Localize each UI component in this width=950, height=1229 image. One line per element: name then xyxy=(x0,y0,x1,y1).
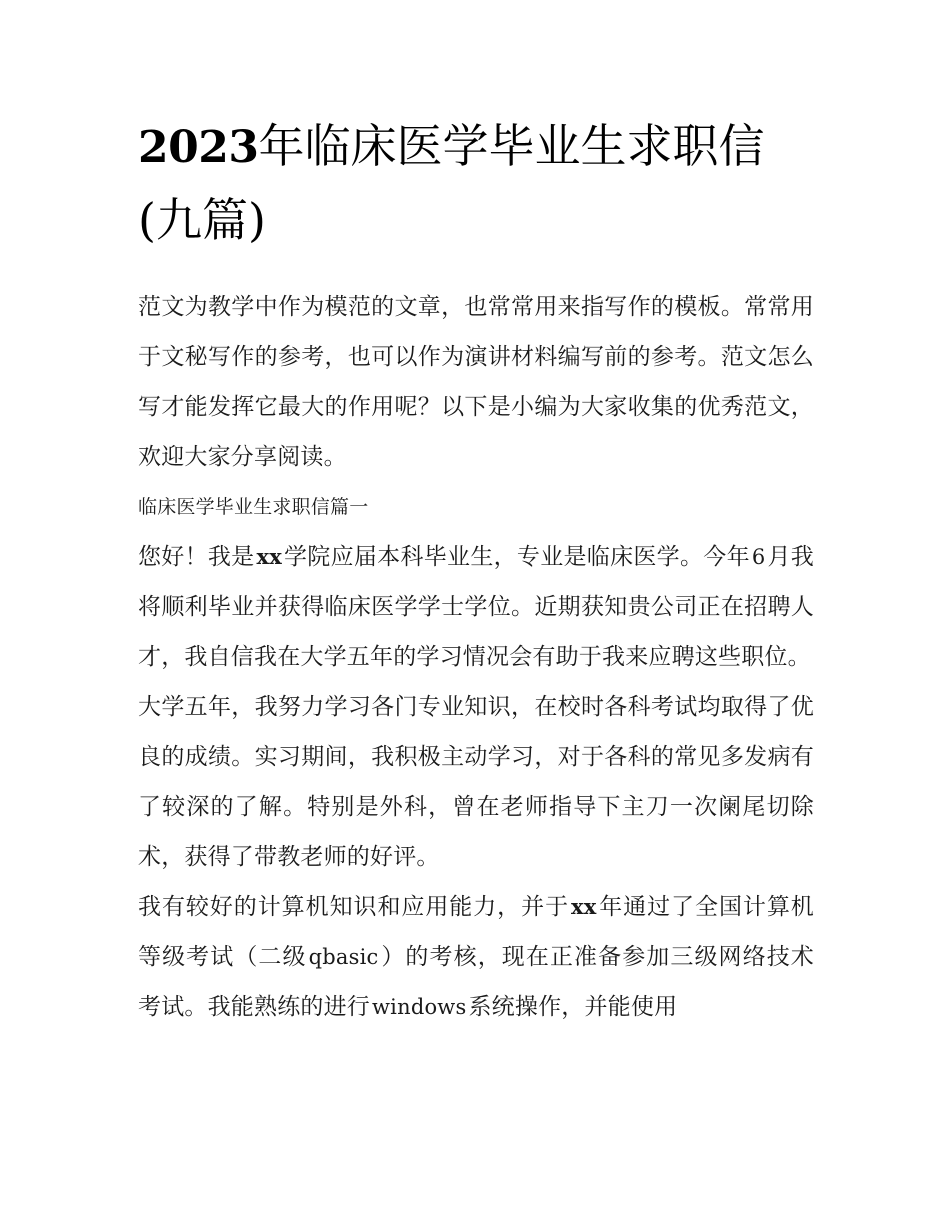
run-latin: 6 xyxy=(751,545,766,569)
run-text: ）的考核，现在正准备参加三级网络技术考试。我能熟练的进行 xyxy=(138,944,814,1020)
page-title-text: 年临床医学毕业生求职信(九篇) xyxy=(138,119,765,247)
document-content-column xyxy=(138,0,814,1032)
run-text: 学院应届本科毕业生，专业是临床医学。今年 xyxy=(283,544,750,570)
intro-paragraph: 范文为教学中作为模范的文章，也常常用来指写作的模板。常常用于文秘写作的参考，也可以作为演讲材料编写前的参考。范文怎么写才能发挥它最大的作用呢？以下是小编为大家收集的优秀范文，欢迎大家分享阅读。 xyxy=(138,294,814,470)
run-text: 年通过了全国计算机等级考试（二级 xyxy=(138,894,814,970)
body-paragraph-1 xyxy=(138,532,814,682)
run-text: 月我将顺利毕业并获得临床医学学士学位。近期获知贵公司正在招聘人才，我自信我在大学五年的学习情况会有助于我来应聘这些职位。 xyxy=(138,544,815,670)
run-latin: qbasic xyxy=(308,945,379,969)
run-text: 您好！我是 xyxy=(138,544,255,570)
page-title xyxy=(138,0,814,256)
body-paragraph-2: 大学五年，我努力学习各门专业知识，在校时各科考试均取得了优良的成绩。实习期间，我积极主动学习，对于各科的常见多发病有了较深的了解。特别是外科，曾在老师指导下主刀一次阑尾切除术，获得了带教老师的好评。 xyxy=(138,694,814,870)
run-text: 系统操作，并能使用 xyxy=(468,994,678,1020)
run-latin-bold: xx xyxy=(256,544,282,569)
run-text: 我有较好的计算机知识和应用能力，并于 xyxy=(138,894,570,920)
section-heading-1: 临床医学毕业生求职信篇一 xyxy=(138,496,369,518)
run-latin-bold: xx xyxy=(571,894,597,919)
run-latin: windows xyxy=(372,995,467,1019)
page-title-year: 2023 xyxy=(138,122,259,173)
body-paragraph-3 xyxy=(138,882,814,1032)
